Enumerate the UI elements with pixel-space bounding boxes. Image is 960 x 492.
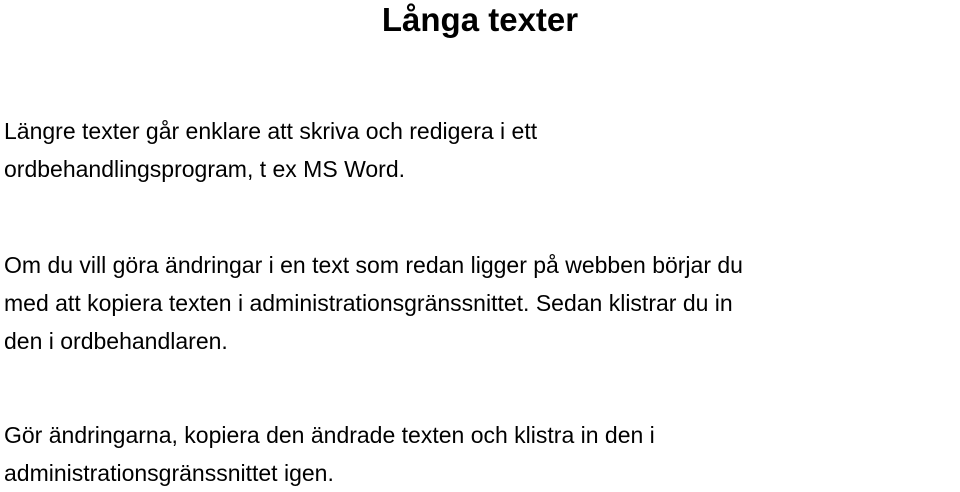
- paragraph-word-processor: [4, 112, 956, 188]
- paragraph-line: administrationsgränssnittet igen.: [4, 460, 334, 486]
- paragraph-line: med att kopiera texten i administrationsgränssnittet. Sedan klistrar du in: [4, 290, 733, 316]
- paragraph-line: Om du vill göra ändringar i en text som redan ligger på webben börjar du: [4, 252, 743, 278]
- paragraph-line: Längre texter går enklare att skriva och redigera i ett: [4, 118, 538, 144]
- paragraph-line: den i ordbehandlaren.: [4, 328, 228, 354]
- paragraph-line: Gör ändringarna, kopiera den ändrade texten och klistra in den i: [4, 422, 655, 448]
- paragraph-paste-back: [4, 416, 956, 492]
- paragraph-copy-text: [4, 246, 956, 360]
- page-title: Långa texter: [381, 1, 579, 38]
- paragraph-line: ordbehandlingsprogram, t ex MS Word.: [4, 156, 405, 182]
